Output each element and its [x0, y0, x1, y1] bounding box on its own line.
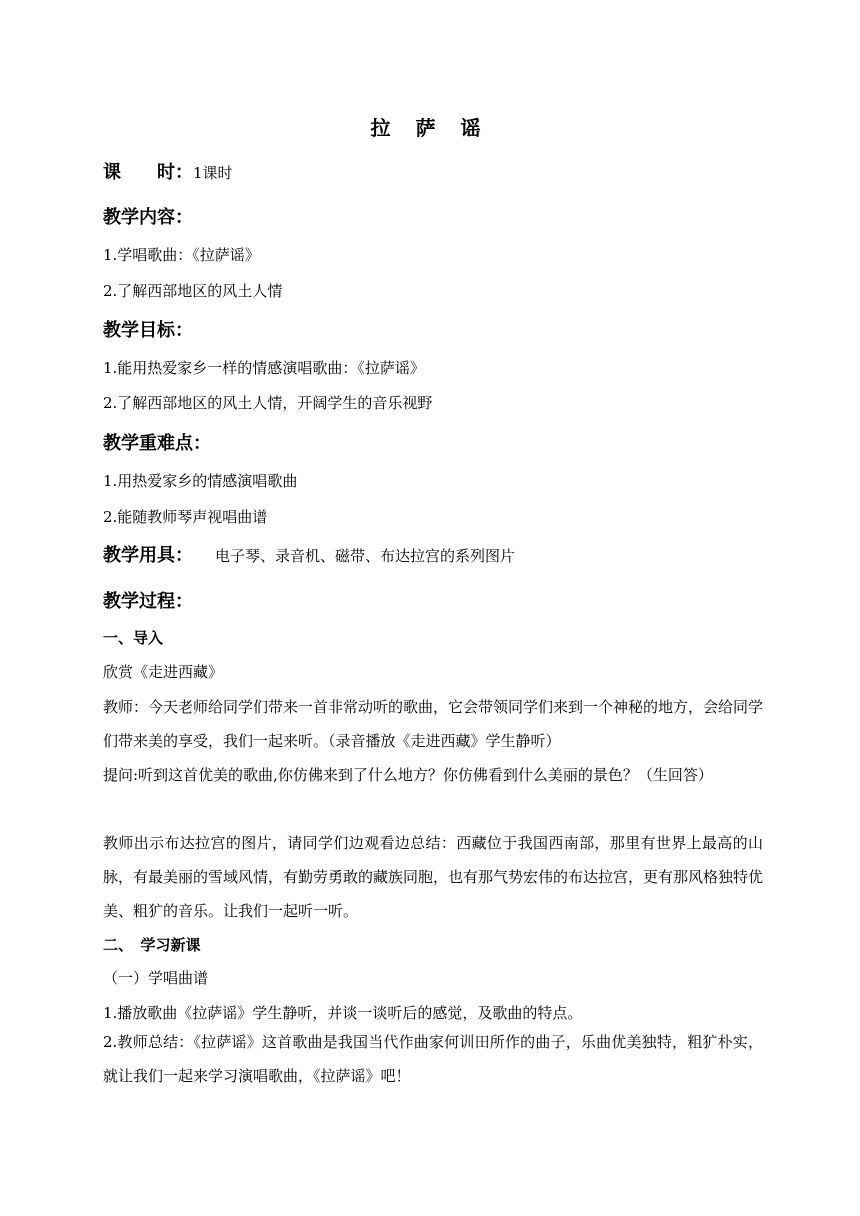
tools-row	[103, 544, 515, 568]
new-lesson-step-1: 1.播放歌曲《拉萨谣》学生静听，并谈一谈听后的感觉，及歌曲的特点。	[103, 1004, 583, 1022]
period-label: 课 时：	[103, 162, 193, 183]
goals-item-1: 1.能用热爱家乡一样的情感演唱歌曲：《拉萨谣》	[103, 359, 425, 377]
document-title: 拉 萨 谣	[370, 116, 490, 140]
goals-item-2: 2.了解西部地区的风土人情，开阔学生的音乐视野	[103, 394, 433, 412]
period-value: 1课时	[193, 164, 233, 182]
content-heading: 教学内容：	[103, 207, 193, 228]
intro-question-paragraph: 提问:听到这首优美的歌曲,你仿佛来到了什么地方？你仿佛看到什么美丽的景色？（生回答）	[103, 766, 713, 784]
new-lesson-section-1: （一）学唱曲谱	[103, 969, 209, 987]
period-row	[103, 161, 233, 185]
goals-heading: 教学目标：	[103, 320, 193, 341]
new-lesson-heading: 二、 学习新课	[103, 936, 201, 954]
intro-heading: 一、导入	[103, 629, 164, 647]
intro-summary-paragraph: 教师出示布达拉宫的图片，请同学们边观看边总结：西藏位于我国西南部，那里有世界上最高的山脉，有最美丽的雪域风情，有勤劳勇敢的藏族同胞，也有那气势宏伟的布达拉宫，更有那风格独特优美、粗犷的音乐。让我们一起听一听。	[103, 834, 764, 920]
intro-teacher-paragraph: 教师：今天老师给同学们带来一首非常动听的歌曲，它会带领同学们来到一个神秘的地方，会给同学们带来美的享受，我们一起来听。（录音播放《走进西藏》学生静听）	[103, 698, 764, 750]
new-lesson-step-2: 2.教师总结：《拉萨谣》这首歌曲是我国当代作曲家何训田所作的曲子，乐曲优美独特，粗犷朴实，就让我们一起来学习演唱歌曲，《拉萨谣》吧！	[103, 1033, 763, 1085]
content-item-2: 2.了解西部地区的风土人情	[103, 282, 283, 300]
intro-appreciate: 欣赏《走进西藏》	[103, 663, 224, 681]
difficulties-item-1: 1.用热爱家乡的情感演唱歌曲	[103, 472, 298, 490]
tools-heading: 教学用具：	[103, 545, 193, 566]
tools-value: 电子琴、录音机、磁带、布达拉宫的系列图片	[215, 547, 516, 565]
process-heading: 教学过程：	[103, 591, 193, 612]
difficulties-item-2: 2.能随教师琴声视唱曲谱	[103, 508, 268, 526]
content-item-1: 1.学唱歌曲：《拉萨谣》	[103, 246, 260, 264]
difficulties-heading: 教学重难点：	[103, 433, 211, 454]
